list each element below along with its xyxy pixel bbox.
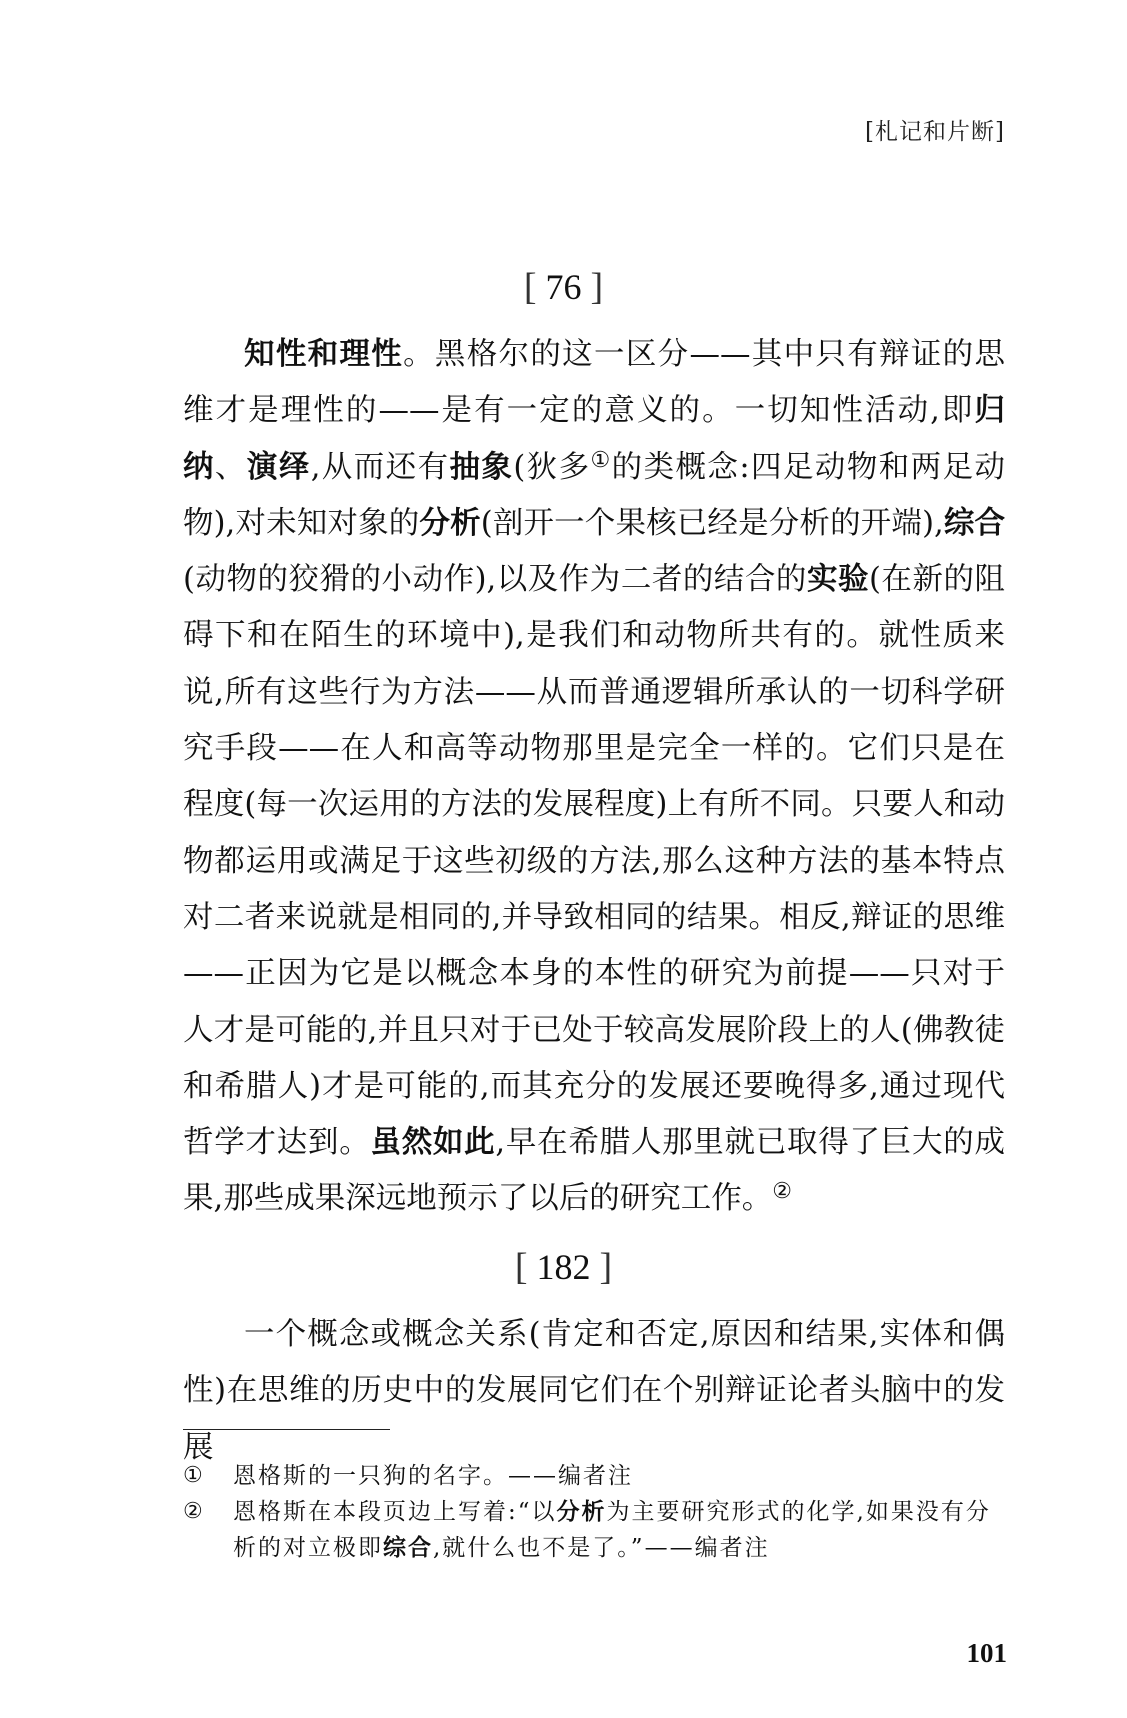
footnotes [183, 1458, 1005, 1566]
bold-term: 归纳 [183, 393, 1005, 485]
footnote-mark: ① [183, 1463, 205, 1488]
paragraph-text: (在新的阻碍下和在陌生的环境中),是我们和动物所共有的。就性质来说,所有这些行为方法——从而普通逻辑所承认的一切科学研究手段——在人和高等动物那里是完全一样的。它们只是在程度(每一次运用的方法的发展程度)上有所不同。只要人和动物都运用或满足于这些初级的方法,那么这种方法的基本特点对二者来说就是相同的,并导致相同的结果。相反,辩证的思维——正因为它是以概念本身的本性的研究为前提——只对于人才是可能的,并且只对于已处于较高发展阶段上的人(佛教徒和希腊人)才是可能的,而其充分的发展还要晚得多,通过现代哲学才达到。 [183, 562, 1006, 1161]
bold-term: 演绎 [246, 449, 311, 485]
footnote-reference-1[interactable]: ① [590, 447, 612, 473]
paragraph-text: 、 [214, 449, 247, 485]
bold-term: 虽然如此 [370, 1125, 496, 1161]
section-number-182 [0, 1245, 1127, 1289]
paragraph-text: ,早在希腊人那里就已取得了巨大的成果,那些成果深远地预示了以后的研究工作。 [183, 1125, 1005, 1217]
footnote-mark: ② [183, 1499, 205, 1524]
paragraph-text: (狄多 [513, 449, 591, 485]
footnote-reference-2[interactable]: ② [772, 1179, 792, 1205]
paragraph-text: 。黑格尔的这一区分——其中只有辩证的思维才是理性的——是有一定的意义的。一切知性活动,即 [183, 337, 1006, 429]
section-number-value: 182 [536, 1247, 591, 1287]
paragraph-text: 一个概念或概念关系(肯定和否定,原因和结果,实体和偶性)在思维的历史中的发展同它们在个别辩证论者头脑中的发展 [183, 1317, 1005, 1465]
bold-term: 分析 [419, 505, 481, 541]
paragraph-text: 的类概念:四足动物和两足动物),对未知对象的 [183, 449, 1006, 541]
bracket-close: ] [599, 1246, 613, 1288]
footnote-text-segment: 为主要研究形式的化学,如果没有分析的对立极即 [233, 1499, 991, 1561]
bracket-open: [ [514, 1246, 528, 1288]
section-76-paragraph [183, 327, 1005, 1228]
bold-term: 综合 [383, 1535, 433, 1561]
running-head: [札记和片断] [865, 119, 1005, 145]
paragraph-text: (剖开一个果核已经是分析的开端), [480, 505, 944, 541]
footnote-text [233, 1458, 1005, 1494]
bracket-open: [ [523, 266, 537, 308]
bold-term: 分析 [556, 1499, 607, 1525]
footnote-2 [183, 1494, 1005, 1566]
bold-term: 实验 [806, 562, 870, 598]
section-number-value: 76 [545, 267, 582, 307]
footnote-text [233, 1494, 1005, 1566]
bold-term: 抽象 [449, 449, 514, 485]
page-number: 101 [966, 1638, 1007, 1668]
section-182-paragraph [183, 1307, 1005, 1476]
paragraph-text: (动物的狡猾的小动作),以及作为二者的结合的 [183, 562, 807, 598]
bold-term: 综合 [943, 505, 1005, 541]
paragraph-text: ,从而还有 [310, 449, 450, 485]
section-number-76 [0, 265, 1127, 309]
bracket-close: ] [590, 266, 604, 308]
footnote-text-segment: 恩格斯的一只狗的名字。——编者注 [233, 1463, 633, 1489]
bold-term: 知性和理性 [244, 337, 404, 372]
footnote-divider [183, 1429, 390, 1430]
footnote-1 [183, 1458, 1005, 1494]
footnote-text-segment: ,就什么也不是了。”——编者注 [433, 1535, 770, 1561]
footnote-text-segment: 恩格斯在本段页边上写着:“以 [233, 1499, 557, 1525]
